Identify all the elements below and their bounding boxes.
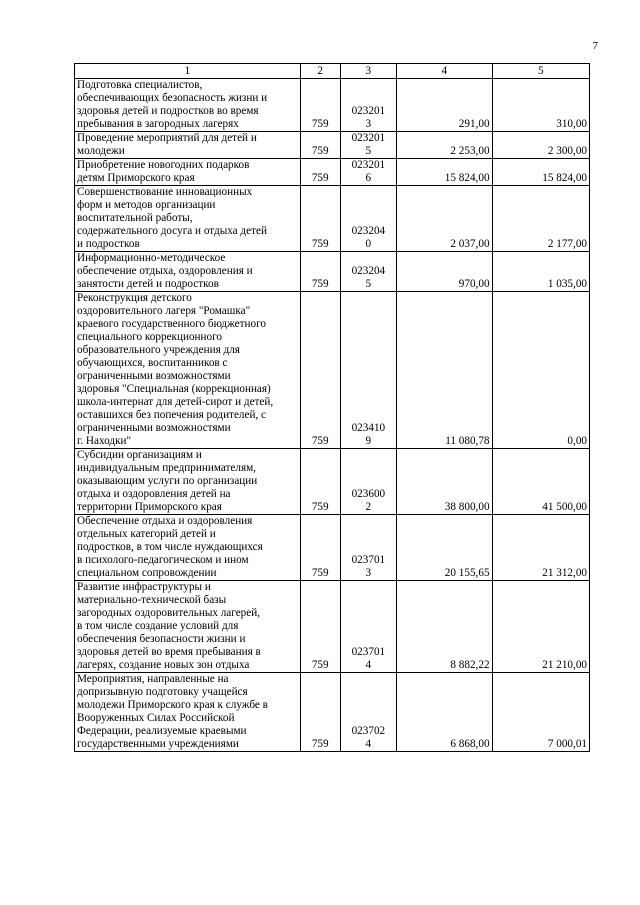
row-code2-cell: 023701 3: [340, 515, 396, 581]
row-code1-cell: 759: [300, 132, 340, 159]
row-value1-cell: 291,00: [397, 79, 493, 132]
row-value2-cell: 0,00: [492, 292, 589, 449]
row-name-cell: Реконструкция детского оздоровительного лагеря "Ромашка" краевого государственного бюджетного специального коррекционного образовательного учреждения для обучающихся, воспитанников с ограниченными возможностями здоровья "Специальная (коррекционная) школа-интернат для детей-сирот и детей, оставшихся без попечения родителей, с ограниченными возможностями г. Находки": [75, 292, 301, 449]
table-row: [75, 449, 590, 515]
row-name-cell: Субсидии организациям и индивидуальным предпринимателям, оказывающим услуги по организации отдыха и оздоровления детей на территории Приморского края: [75, 449, 301, 515]
row-code2-cell: 023701 4: [340, 581, 396, 673]
row-name-cell: Совершенствование инновационных форм и методов организации воспитательной работы, содержательного досуга и отдыха детей и подростков: [75, 186, 301, 252]
row-code2-cell: 023600 2: [340, 449, 396, 515]
row-code2-cell: 023201 6: [340, 159, 396, 186]
row-value1-cell: 15 824,00: [397, 159, 493, 186]
row-value2-cell: 7 000,01: [492, 673, 589, 752]
table-row: [75, 581, 590, 673]
row-code1-cell: 759: [300, 581, 340, 673]
row-value1-cell: 8 882,22: [397, 581, 493, 673]
table-row: [75, 292, 590, 449]
row-name-cell: Подготовка специалистов, обеспечивающих безопасность жизни и здоровья детей и подростков во время пребывания в загородных лагерях: [75, 79, 301, 132]
row-value2-cell: 21 210,00: [492, 581, 589, 673]
header-col-5: 5: [492, 64, 589, 79]
budget-table: [74, 63, 590, 752]
row-name-cell: Приобретение новогодних подарков детям Приморского края: [75, 159, 301, 186]
row-value1-cell: 970,00: [397, 252, 493, 292]
table-header-row: [75, 64, 590, 79]
row-name-cell: Информационно-методическое обеспечение отдыха, оздоровления и занятости детей и подростков: [75, 252, 301, 292]
header-col-3: 3: [340, 64, 396, 79]
row-code2-cell: 023204 5: [340, 252, 396, 292]
row-value2-cell: 21 312,00: [492, 515, 589, 581]
row-value2-cell: 41 500,00: [492, 449, 589, 515]
header-col-1: 1: [75, 64, 301, 79]
row-code1-cell: 759: [300, 673, 340, 752]
row-code1-cell: 759: [300, 79, 340, 132]
row-name-cell: Обеспечение отдыха и оздоровления отдельных категорий детей и подростков, в том числе нуждающихся в психолого-педагогическом и ином специальном сопровождении: [75, 515, 301, 581]
table-row: [75, 79, 590, 132]
row-code2-cell: 023410 9: [340, 292, 396, 449]
row-value1-cell: 38 800,00: [397, 449, 493, 515]
row-name-cell: Развитие инфраструктуры и материально-технической базы загородных оздоровительных лагерей, в том числе создание условий для обеспечения безопасности жизни и здоровья детей во время пребывания в лагерях, создание новых зон отдыха: [75, 581, 301, 673]
table-row: [75, 159, 590, 186]
row-value2-cell: 2 177,00: [492, 186, 589, 252]
row-code2-cell: 023201 3: [340, 79, 396, 132]
table-row: [75, 673, 590, 752]
table-row: [75, 252, 590, 292]
row-code2-cell: 023702 4: [340, 673, 396, 752]
row-value2-cell: 2 300,00: [492, 132, 589, 159]
row-value2-cell: 310,00: [492, 79, 589, 132]
row-value2-cell: 1 035,00: [492, 252, 589, 292]
row-code1-cell: 759: [300, 252, 340, 292]
header-col-2: 2: [300, 64, 340, 79]
table-row: [75, 132, 590, 159]
row-value1-cell: 11 080,78: [397, 292, 493, 449]
row-name-cell: Мероприятия, направленные на допризывную подготовку учащейся молодежи Приморского края к службе в Вооруженных Силах Российской Федерации, реализуемые краевыми государственными учреждениями: [75, 673, 301, 752]
row-value2-cell: 15 824,00: [492, 159, 589, 186]
table-row: [75, 186, 590, 252]
header-col-4: 4: [397, 64, 493, 79]
row-code1-cell: 759: [300, 292, 340, 449]
row-code2-cell: 023201 5: [340, 132, 396, 159]
row-code1-cell: 759: [300, 515, 340, 581]
row-value1-cell: 2 037,00: [397, 186, 493, 252]
row-code2-cell: 023204 0: [340, 186, 396, 252]
row-value1-cell: 2 253,00: [397, 132, 493, 159]
page-number: 7: [592, 40, 598, 52]
row-code1-cell: 759: [300, 186, 340, 252]
row-value1-cell: 20 155,65: [397, 515, 493, 581]
row-code1-cell: 759: [300, 159, 340, 186]
table-row: [75, 515, 590, 581]
row-code1-cell: 759: [300, 449, 340, 515]
row-value1-cell: 6 868,00: [397, 673, 493, 752]
row-name-cell: Проведение мероприятий для детей и молодежи: [75, 132, 301, 159]
